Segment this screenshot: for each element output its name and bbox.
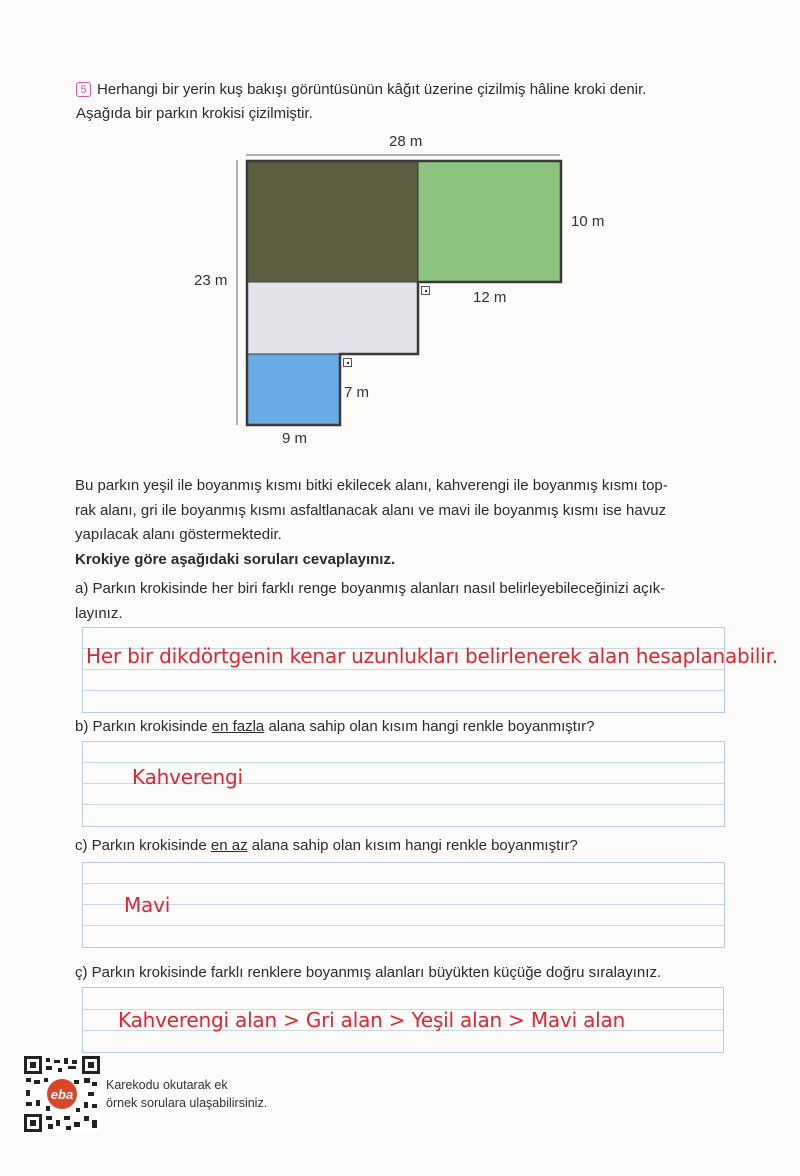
label-left-23m: 23 m [194,272,228,289]
label-bottom-9m: 9 m [282,430,308,447]
label-top-28m: 28 m [389,133,423,150]
part-c-after: alana sahip olan kısım hangi renkle boyanmıştır? [247,837,578,854]
answer-box-c[interactable] [82,862,725,948]
right-angle-mark-2 [343,358,352,367]
part-b-before: b) Parkın krokisinde [75,718,212,735]
description-line-3: yapılacak alanı göstermektedir. [75,526,282,543]
label-mid-12m: 12 m [473,289,507,306]
qr-code-graphic [24,1056,100,1132]
instruction: Krokiye göre aşağıdaki soruları cevaplayınız. [75,550,396,568]
intro-line-2: Aşağıda bir parkın krokisi çizilmiştir. [76,105,313,122]
answer-a: Her bir dikdörtgenin kenar uzunlukları belirlenerek alan hesaplanabilir. [86,644,778,668]
label-right-10m: 10 m [571,213,605,230]
part-b-underlined: en fazla [211,718,265,735]
part-c-question [75,834,735,859]
description-line-1: Bu parkın yeşil ile boyanmış kısmı bitki ekilecek alanı, kahverengi ile boyanmış kısmı top- [75,477,668,494]
park-sketch-diagram [0,0,800,460]
description [75,474,735,572]
answer-c: Mavi [124,893,171,917]
part-a-question [75,577,735,626]
qr-caption-line-1: Karekodu okutarak ek [106,1078,228,1092]
right-angle-mark-1 [421,286,430,295]
asphalt-area-gray [247,282,418,354]
description-line-2: rak alanı, gri ile boyanmış kısmı asfaltlanacak alanı ve mavi ile boyanmış kısmı ise havuz [75,501,667,519]
answer-b: Kahverengi [132,765,243,789]
part-c-before: c) Parkın krokisinde [75,837,211,854]
part-c-underlined: en az [210,837,248,854]
answer-box-a[interactable] [82,627,725,713]
question-number-badge: 5 [76,82,91,97]
eba-logo-text: eba [50,1087,74,1102]
qr-caption [106,1076,267,1112]
intro-line-1: Herhangi bir yerin kuş bakışı görüntüsünün kâğıt üzerine çizilmiş hâline kroki denir. [97,81,647,98]
pool-area-blue [247,354,340,425]
answer-cc: Kahverengi alan > Gri alan > Yeşil alan > Mavi alan [118,1008,626,1032]
part-a-line-1: a) Parkın krokisinde her biri farklı renge boyanmış alanları nasıl belirleyebileceğinizi açık- [75,580,666,597]
qr-caption-line-2: örnek sorulara ulaşabilirsiniz. [106,1096,268,1110]
plant-area-green [418,161,561,282]
part-b-question [75,715,735,740]
part-cc-question: ç) Parkın krokisinde farklı renklere boyanmış alanları büyükten küçüğe doğru sıralayınız. [75,964,662,981]
label-step-7m: 7 m [344,384,370,401]
part-a-line-2: layınız. [75,604,123,622]
qr-code[interactable] [24,1056,100,1132]
part-b-after: alana sahip olan kısım hangi renkle boyanmıştır? [264,718,595,735]
soil-area-brown [247,161,418,282]
